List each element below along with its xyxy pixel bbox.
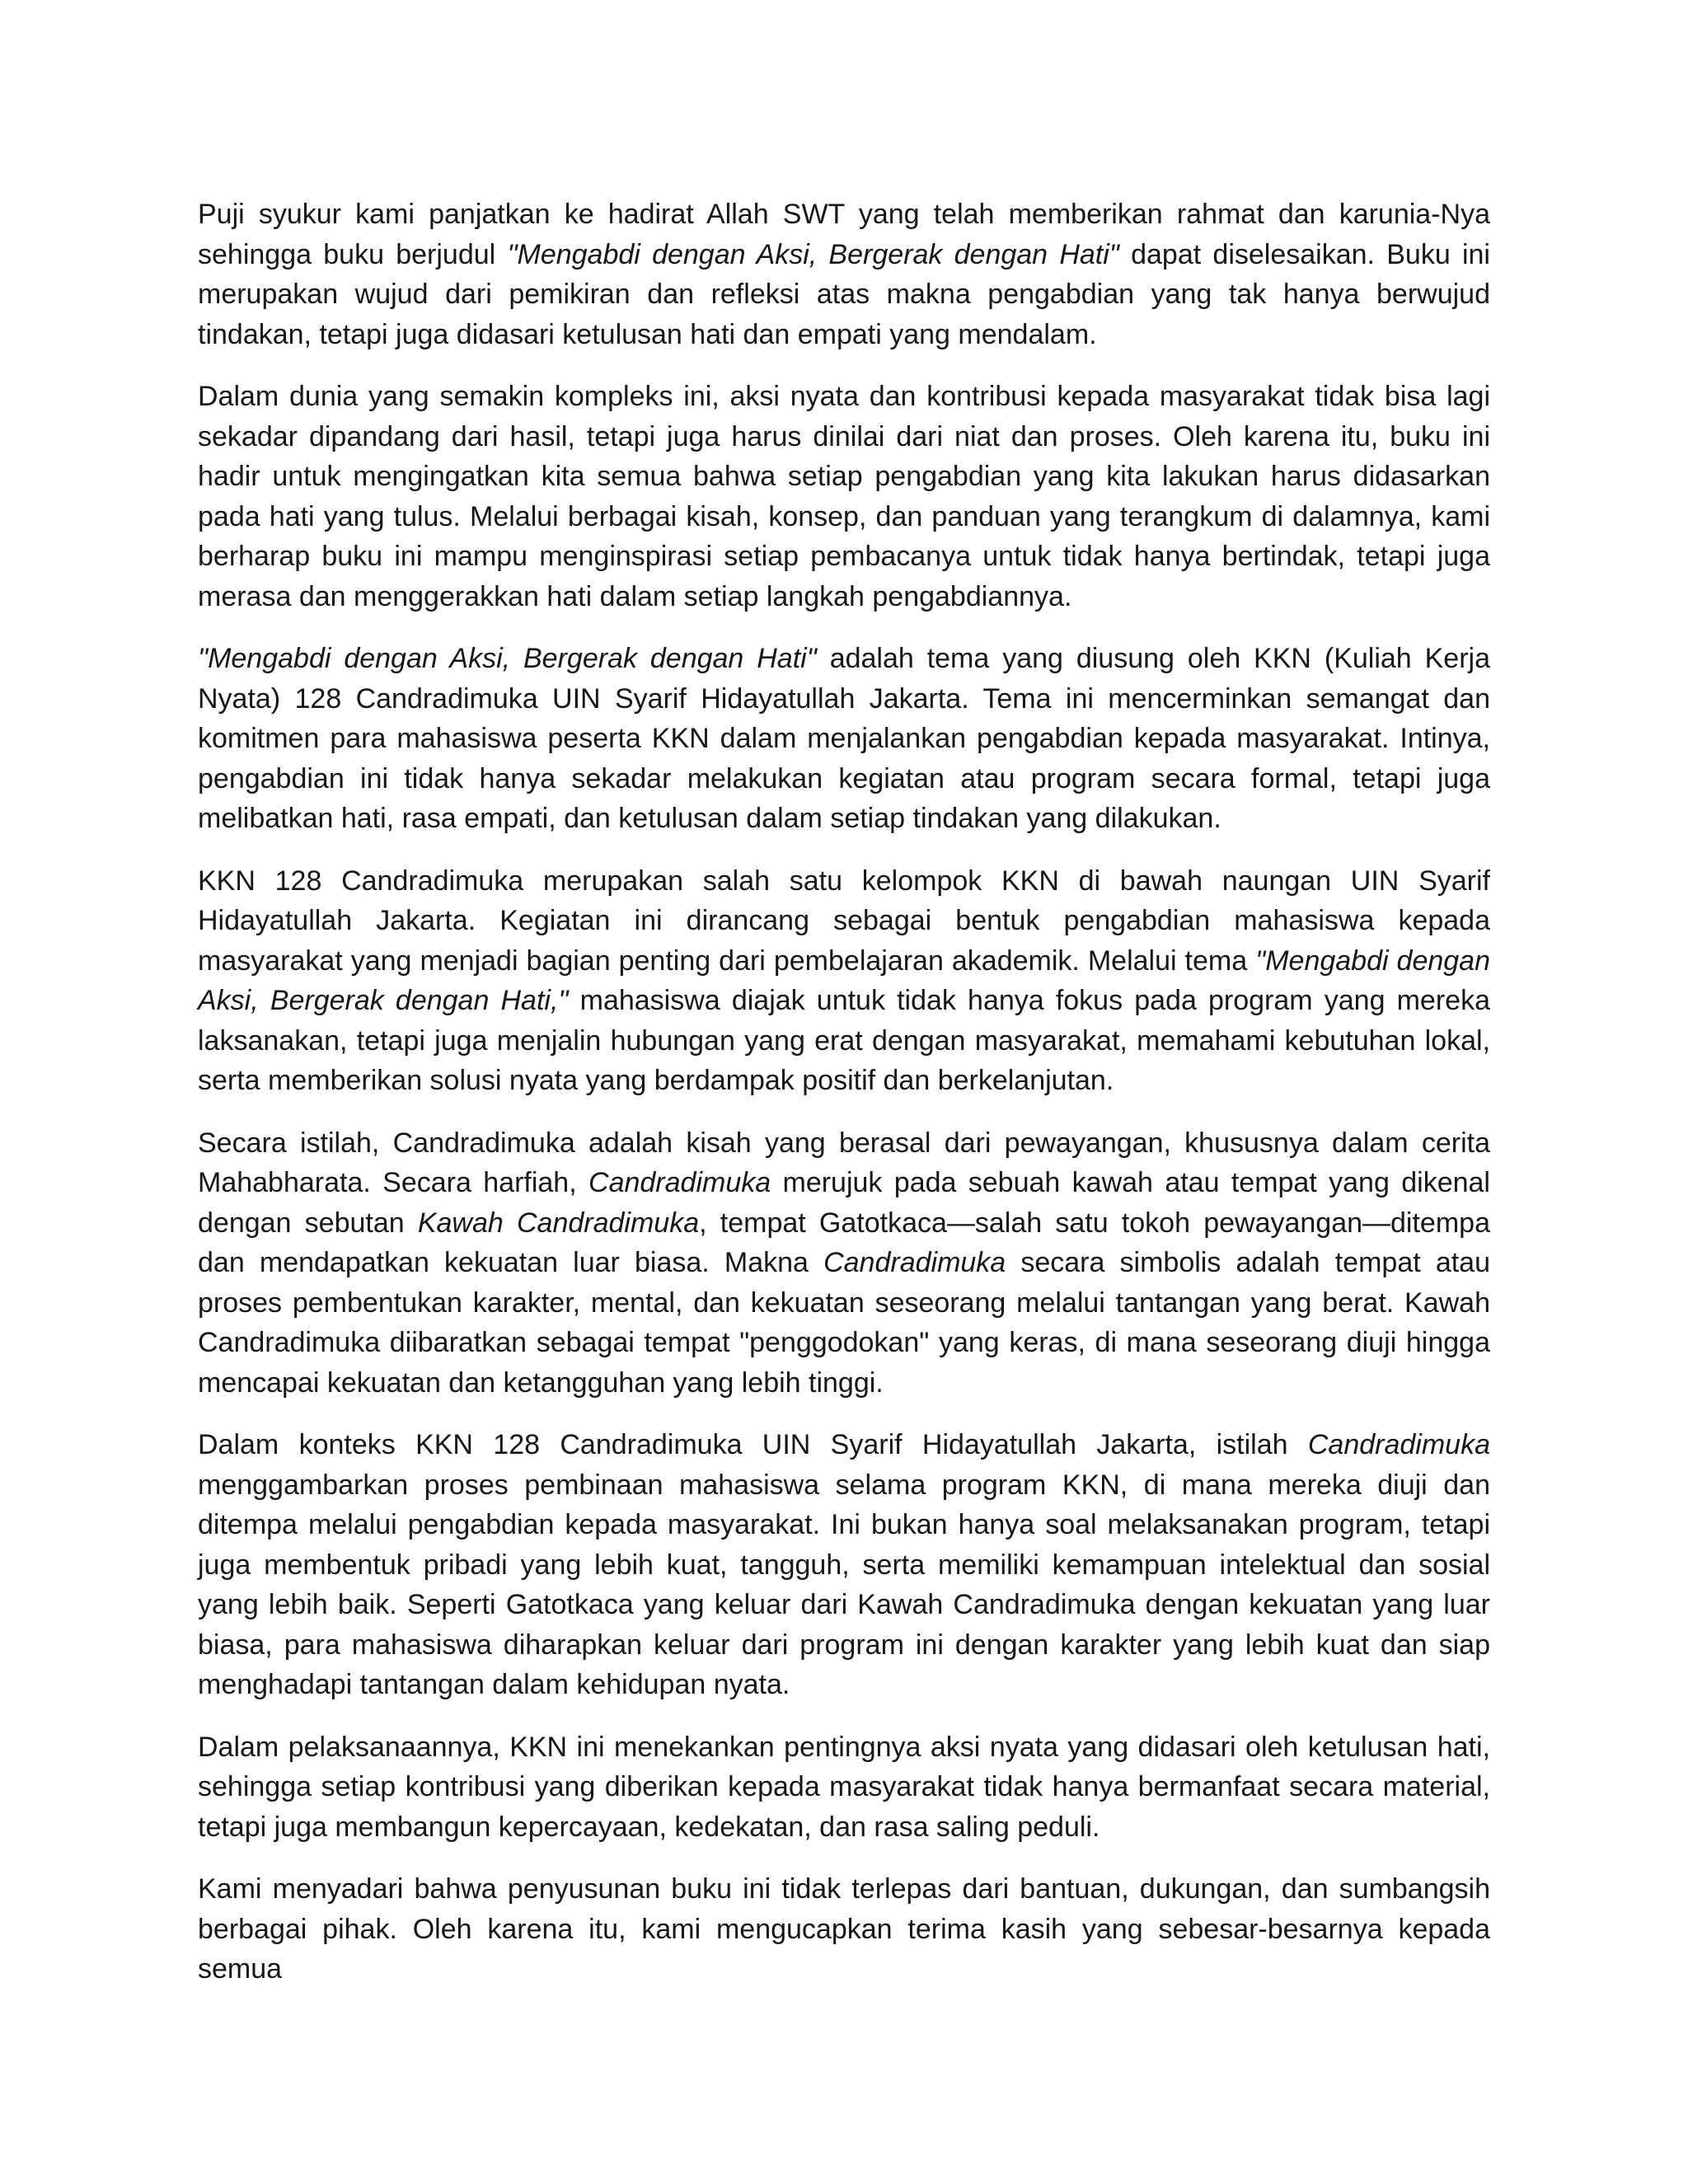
text-segment: , tempat Gatotkaca—salah satu tokoh pewayangan—ditempa dan mendapatkan kekuatan luar biasa. Makna [198, 1207, 1490, 1278]
italic-text-segment: Candradimuka [588, 1167, 771, 1198]
document-body [198, 194, 1490, 2012]
text-segment: KKN 128 Candradimuka merupakan salah satu kelompok KKN di bawah naungan UIN Syarif Hidayatullah Jakarta. Kegiatan ini dirancang sebagai bentuk pengabdian mahasiswa kepada masyarakat yang menjadi bagian penting dari pembelajaran akademik. Melalui tema [198, 865, 1490, 977]
paragraph-4 [198, 861, 1490, 1101]
paragraph-5 [198, 1123, 1490, 1404]
text-segment: merujuk pada sebuah kawah atau tempat yang dikenal dengan sebutan [198, 1167, 1490, 1239]
text-segment: adalah tema yang diusung oleh KKN (Kuliah Kerja Nyata) 128 Candradimuka UIN Syarif Hidayatullah Jakarta. Tema ini mencerminkan semangat dan komitmen para mahasiswa peserta KKN dalam menjalankan pengabdian kepada masyarakat. Intinya, pengabdian ini tidak hanya sekadar melakukan kegiatan atau program secara formal, tetapi juga melibatkan hati, rasa empati, dan ketulusan dalam setiap tindakan yang dilakukan. [198, 643, 1490, 834]
paragraph-2 [198, 377, 1490, 616]
text-segment: Kami menyadari bahwa penyusunan buku ini tidak terlepas dari bantuan, dukungan, dan sumbangsih berbagai pihak. Oleh karena itu, kami mengucapkan terima kasih yang sebesar-besarnya kepada semua [198, 1873, 1490, 1985]
text-segment: menggambarkan proses pembinaan mahasiswa selama program KKN, di mana mereka diuji dan ditempa melalui pengabdian kepada masyarakat. Ini bukan hanya soal melaksanakan program, tetapi juga membentuk pribadi yang lebih kuat, tangguh, serta memiliki kemampuan intelektual dan sosial yang lebih baik. Seperti Gatotkaca yang keluar dari Kawah Candradimuka dengan kekuatan yang luar biasa, para mahasiswa diharapkan keluar dari program ini dengan karakter yang lebih kuat dan siap menghadapi tantangan dalam kehidupan nyata. [198, 1469, 1490, 1700]
italic-text-segment: Candradimuka [823, 1247, 1006, 1278]
text-segment: Puji syukur kami panjatkan ke hadirat Allah SWT yang telah memberikan rahmat dan karunia-Nya sehingga buku berjudul [198, 199, 1490, 270]
text-segment: secara simbolis adalah tempat atau proses pembentukan karakter, mental, dan kekuatan seseorang melalui tantangan yang berat. Kawah Candradimuka diibaratkan sebagai tempat "penggodokan" yang keras, di mana seseorang diuji hingga mencapai kekuatan dan ketangguhan yang lebih tinggi. [198, 1247, 1490, 1399]
italic-text-segment: Candradimuka [1307, 1429, 1490, 1460]
text-segment: Secara istilah, Candradimuka adalah kisah yang berasal dari pewayangan, khususnya dalam cerita Mahabharata. Secara harfiah, [198, 1127, 1490, 1198]
paragraph-3 [198, 639, 1490, 839]
italic-text-segment: "Mengabdi dengan Aksi, Bergerak dengan Hati," [198, 944, 1490, 1016]
text-segment: Dalam pelaksanaannya, KKN ini menekankan pentingnya aksi nyata yang didasari oleh ketulusan hati, sehingga setiap kontribusi yang diberikan kepada masyarakat tidak hanya bermanfaat secara material, tetapi juga membangun kepercayaan, kedekatan, dan rasa saling peduli. [198, 1731, 1490, 1843]
paragraph-8 [198, 1869, 1490, 1990]
text-segment: dapat diselesaikan. Buku ini merupakan wujud dari pemikiran dan refleksi atas makna pengabdian yang tak hanya berwujud tindakan, tetapi juga didasari ketulusan hati dan empati yang mendalam. [198, 238, 1490, 350]
paragraph-7 [198, 1727, 1490, 1848]
italic-text-segment: "Mengabdi dengan Aksi, Bergerak dengan Hati" [507, 238, 1119, 270]
italic-text-segment: Kawah Candradimuka [417, 1207, 700, 1239]
text-segment: Dalam dunia yang semakin kompleks ini, aksi nyata dan kontribusi kepada masyarakat tidak bisa lagi sekadar dipandang dari hasil, tetapi juga harus dinilai dari niat dan proses. Oleh karena itu, buku ini hadir untuk mengingatkan kita semua bahwa setiap pengabdian yang kita lakukan harus didasarkan pada hati yang tulus. Melalui berbagai kisah, konsep, dan panduan yang terangkum di dalamnya, kami berharap buku ini mampu menginspirasi setiap pembacanya untuk tidak hanya bertindak, tetapi juga merasa dan menggerakkan hati dalam setiap langkah pengabdiannya. [198, 381, 1490, 612]
italic-text-segment: "Mengabdi dengan Aksi, Bergerak dengan Hati" [198, 643, 817, 674]
text-segment: Dalam konteks KKN 128 Candradimuka UIN Syarif Hidayatullah Jakarta, istilah [198, 1429, 1308, 1460]
text-segment: mahasiswa diajak untuk tidak hanya fokus pada program yang mereka laksanakan, tetapi juga menjalin hubungan yang erat dengan masyarakat, memahami kebutuhan lokal, serta memberikan solusi nyata yang berdampak positif dan berkelanjutan. [198, 985, 1490, 1096]
paragraph-6 [198, 1425, 1490, 1705]
paragraph-1 [198, 194, 1490, 354]
